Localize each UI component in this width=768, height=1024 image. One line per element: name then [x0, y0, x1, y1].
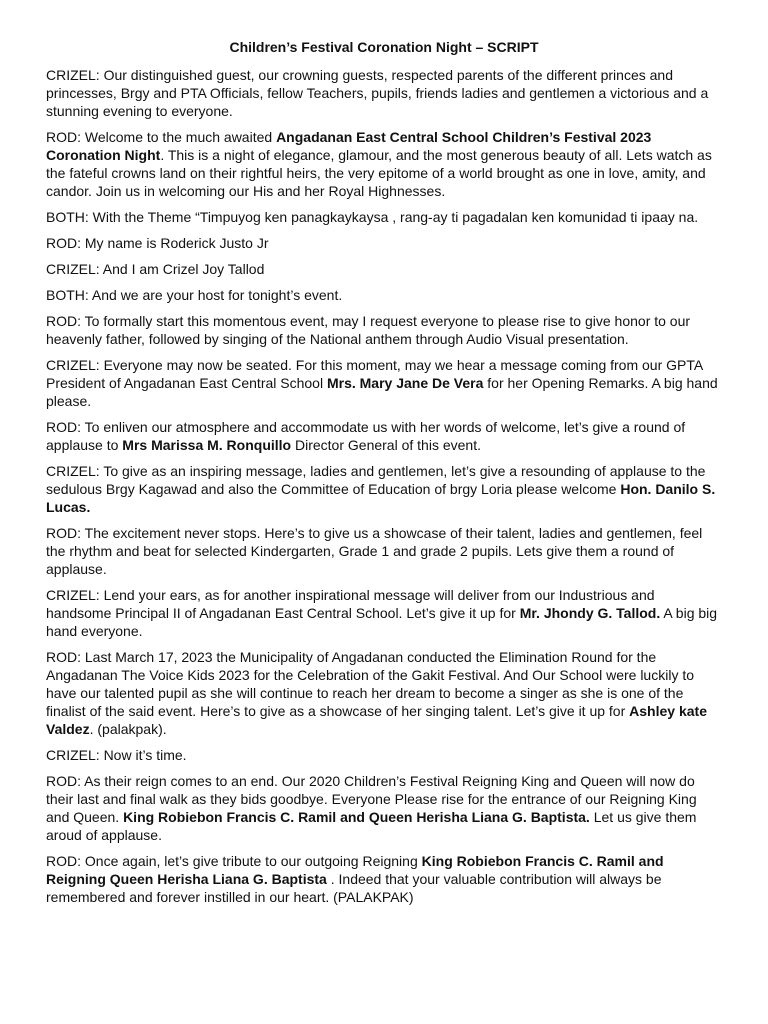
script-body: [46, 66, 722, 906]
paragraph-text: . (palakpak).: [89, 721, 167, 737]
bold-text: Mrs. Mary Jane De Vera: [326, 375, 484, 391]
bold-text: King Robiebon Francis C. Ramil and Queen Herisha Liana G. Baptista.: [123, 809, 590, 825]
bold-text: King Robiebon Francis C. Ramil and Reigning Queen Herisha Liana G. Baptista: [46, 853, 664, 887]
paragraph-text: A big big hand everyone.: [46, 605, 718, 639]
bold-text: Mrs Marissa M. Ronquillo: [122, 437, 292, 453]
paragraph-text: ROD: As their reign comes to an end. Our 2020 Children’s Festival Reigning King and Queen will now do their last and final walk as they bids goodbye. Everyone Please rise for the entrance of our Reigning King and Queen.: [46, 773, 697, 825]
paragraph-text: Director General of this event.: [291, 437, 481, 453]
script-paragraph: [46, 648, 722, 738]
paragraph-text: CRIZEL: Lend your ears, as for another inspirational message will deliver from our Industrious and handsome Principal II of Angadanan East Central School. Let’s give it up for: [46, 587, 655, 621]
paragraph-text: . This is a night of elegance, glamour, and the most generous beauty of all. Lets watch as the fateful crowns land on their rightful heirs, the very epitome of a world brought as one in love, amity, and candor. Join us in welcoming our His and her Royal Highnesses.: [46, 147, 712, 199]
script-paragraph: [46, 66, 722, 120]
script-paragraph: [46, 852, 722, 906]
bold-text: Ashley kate Valdez: [46, 703, 707, 737]
paragraph-text: CRIZEL: To give as an inspiring message, ladies and gentlemen, let’s give a resounding of applause to the sedulous Brgy Kagawad and also the Committee of Education of brgy Loria please welcome: [46, 463, 706, 497]
script-paragraph: [46, 260, 722, 278]
script-paragraph: [46, 772, 722, 844]
script-paragraph: [46, 586, 722, 640]
script-paragraph: [46, 356, 722, 410]
paragraph-text: Let us give them aroud of applause.: [46, 809, 697, 843]
paragraph-text: ROD: Once again, let’s give tribute to our outgoing Reigning: [46, 853, 422, 869]
paragraph-text: ROD: To enliven our atmosphere and accommodate us with her words of welcome, let’s give a round of applause to: [46, 419, 686, 453]
bold-text: Hon. Danilo S. Lucas.: [46, 481, 716, 515]
paragraph-text: ROD: My name is Roderick Justo Jr: [46, 235, 269, 251]
script-paragraph: [46, 234, 722, 252]
script-paragraph: [46, 208, 722, 226]
script-paragraph: [46, 312, 722, 348]
bold-text: Angadanan East Central School Children’s Festival 2023 Coronation Night: [46, 129, 652, 163]
paragraph-text: BOTH: And we are your host for tonight’s event.: [46, 287, 343, 303]
paragraph-text: CRIZEL: Our distinguished guest, our crowning guests, respected parents of the different princes and princesses, Brgy and PTA Officials, fellow Teachers, pupils, friends ladies and gentlemen a victorious and a stunning evening to everyone.: [46, 67, 709, 119]
paragraph-text: CRIZEL: Now it’s time.: [46, 747, 187, 763]
script-paragraph: [46, 462, 722, 516]
paragraph-text: ROD: To formally start this momentous event, may I request everyone to please rise to give honor to our heavenly father, followed by singing of the National anthem through Audio Visual presentation.: [46, 313, 691, 347]
paragraph-text: CRIZEL: Everyone may now be seated. For this moment, may we hear a message coming from our GPTA President of Angadanan East Central School: [46, 357, 703, 391]
document-title: Children’s Festival Coronation Night – SCRIPT: [229, 39, 539, 55]
paragraph-text: ROD: Welcome to the much awaited: [46, 129, 277, 145]
script-paragraph: [46, 746, 722, 764]
paragraph-text: . Indeed that your valuable contribution will always be remembered and forever instilled in our heart. (PALAKPAK): [46, 871, 662, 905]
bold-text: Mr. Jhondy G. Tallod.: [519, 605, 661, 621]
paragraph-text: BOTH: With the Theme “Timpuyog ken panagkaykaysa , rang-ay ti pagadalan ken komunidad ti ipaay na.: [46, 209, 699, 225]
script-paragraph: [46, 286, 722, 304]
script-paragraph: [46, 128, 722, 200]
paragraph-text: CRIZEL: And I am Crizel Joy Tallod: [46, 261, 265, 277]
paragraph-text: ROD: The excitement never stops. Here’s to give us a showcase of their talent, ladies and gentlemen, feel the rhythm and beat for selected Kindergarten, Grade 1 and grade 2 pupils. Lets give them a round of applause.: [46, 525, 703, 577]
paragraph-text: for her Opening Remarks. A big hand please.: [46, 375, 718, 409]
script-paragraph: [46, 418, 722, 454]
paragraph-text: ROD: Last March 17, 2023 the Municipality of Angadanan conducted the Elimination Round for the Angadanan The Voice Kids 2023 for the Celebration of the Gakit Festival. And Our School were luckily to have our talented pupil as she will continue to reach her dream to become a singer as she is one of the finalist of the said event. Here’s to give as a showcase of her singing talent. Let’s give it up for: [46, 649, 695, 719]
script-paragraph: [46, 524, 722, 578]
